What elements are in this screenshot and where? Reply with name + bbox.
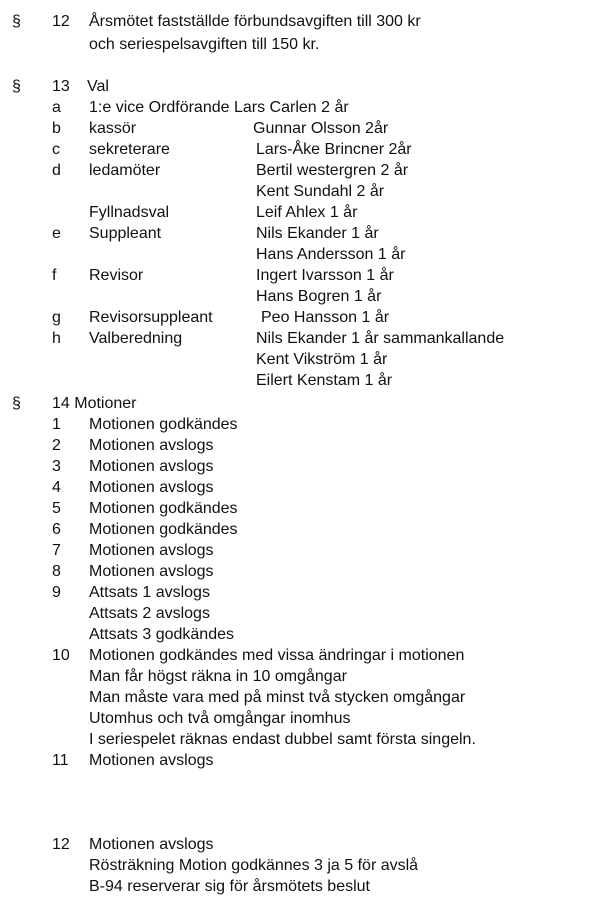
row-label: sekreterare (89, 141, 170, 158)
motion-number: 5 (52, 500, 61, 517)
motion-text: Motionen godkändes (89, 416, 238, 433)
row-label: kassör (89, 120, 137, 137)
motion-number: 12 (52, 836, 70, 853)
row-value: Kent Vikström 1 år (256, 351, 388, 368)
row-letter: d (52, 162, 61, 179)
section-title: Val (87, 78, 109, 95)
row-label: 1:e vice Ordförande Lars Carlen 2 år (89, 99, 349, 116)
row-letter: h (52, 330, 61, 347)
motion-number: 9 (52, 584, 61, 601)
row-value: Gunnar Olsson 2år (253, 120, 389, 137)
motion-text: Man måste vara med på minst två stycken omgångar (89, 689, 466, 706)
motion-text: Motionen avslogs (89, 542, 214, 559)
motion-text: Motionen avslogs (89, 458, 214, 475)
motion-text: Attsats 2 avslogs (89, 605, 210, 622)
row-value: Peo Hansson 1 år (261, 309, 390, 326)
section-symbol: § (12, 78, 21, 95)
motion-text: Utomhus och två omgångar inomhus (89, 710, 351, 727)
motion-number: 11 (52, 752, 69, 769)
row-value: Hans Bogren 1 år (256, 288, 382, 305)
section-number: 13 (52, 78, 70, 95)
section-symbol: § (12, 13, 21, 30)
motion-text: Motionen godkändes (89, 521, 238, 538)
row-value: Ingert Ivarsson 1 år (256, 267, 394, 284)
row-letter: c (52, 141, 60, 158)
row-label: Fyllnadsval (89, 204, 170, 221)
row-value: Hans Andersson 1 år (256, 246, 406, 263)
motion-text: I seriespelet räknas endast dubbel samt första singeln. (89, 731, 476, 748)
section-text: Årsmötet fastställde förbundsavgiften till 300 kr (89, 13, 421, 30)
section-number: 12 (52, 13, 70, 30)
motion-text: Motionen avslogs (89, 479, 214, 496)
row-letter: f (52, 267, 57, 284)
motion-number: 10 (52, 647, 70, 664)
row-value: Kent Sundahl 2 år (256, 183, 385, 200)
row-value: Nils Ekander 1 år (256, 225, 379, 242)
motion-number: 3 (52, 458, 61, 475)
row-letter: e (52, 225, 61, 242)
row-letter: b (52, 120, 61, 137)
section-title: 14 Motioner (52, 395, 137, 412)
motion-text: Motionen avslogs (89, 437, 214, 454)
motion-text: Motionen godkändes med vissa ändringar i motionen (89, 647, 465, 664)
row-letter: g (52, 309, 61, 326)
motion-text: Rösträkning Motion godkännes 3 ja 5 för avslå (89, 857, 419, 874)
row-value: Leif Ahlex 1 år (256, 204, 358, 221)
section-text: och seriespelsavgiften till 150 kr. (89, 36, 320, 53)
section-symbol: § (12, 395, 21, 412)
motion-text: Man får högst räkna in 10 omgångar (89, 668, 347, 685)
motion-number: 7 (52, 542, 61, 559)
row-value: Bertil westergren 2 år (256, 162, 409, 179)
motion-text: Attsats 3 godkändes (89, 626, 234, 643)
row-value: Lars-Åke Brincner 2år (256, 141, 412, 158)
motion-number: 1 (52, 416, 61, 433)
motion-number: 4 (52, 479, 61, 496)
row-label: Valberedning (89, 330, 183, 347)
motion-number: 2 (52, 437, 61, 454)
row-label: Revisorsuppleant (89, 309, 213, 326)
motion-text: Motionen avslogs (89, 752, 214, 769)
row-label: ledamöter (89, 162, 161, 179)
motion-text: B-94 reserverar sig för årsmötets beslut (89, 878, 370, 895)
motion-text: Motionen godkändes (89, 500, 238, 517)
row-letter: a (52, 99, 61, 116)
motion-number: 6 (52, 521, 61, 538)
row-label: Suppleant (89, 225, 162, 242)
row-label: Revisor (89, 267, 144, 284)
motion-text: Motionen avslogs (89, 836, 214, 853)
motion-text: Attsats 1 avslogs (89, 584, 210, 601)
motion-text: Motionen avslogs (89, 563, 214, 580)
row-value: Nils Ekander 1 år sammankallande (256, 330, 505, 347)
row-value: Eilert Kenstam 1 år (256, 372, 393, 389)
motion-number: 8 (52, 563, 61, 580)
